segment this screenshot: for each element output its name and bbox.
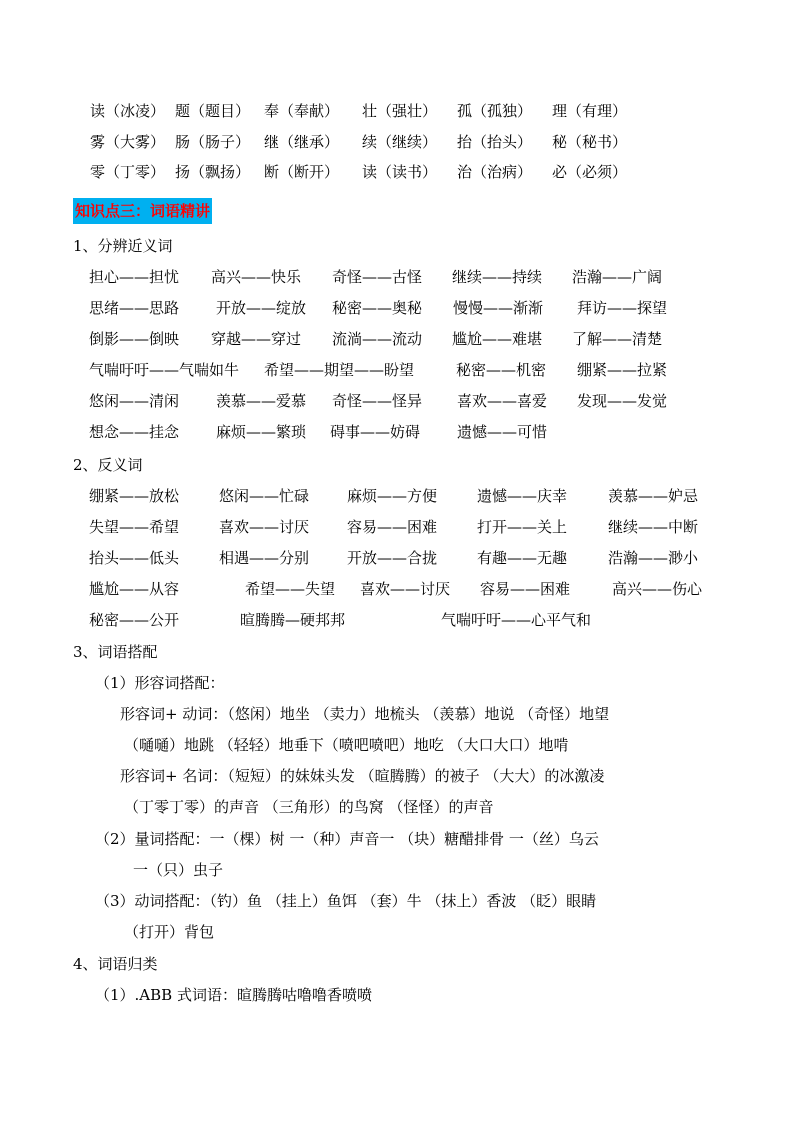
word-pair: 奇怪——古怪 [332,268,423,286]
word-pair: 想念——挂念 [89,423,180,441]
word-pair: 容易——困难 [480,580,571,598]
word-pair: 继续——持续 [452,268,543,286]
word-pair: 希望——失望 [245,580,336,598]
word-pair: 高兴——快乐 [211,268,302,286]
collocation-line: （3）动词搭配：（钓）鱼 （挂上）鱼饵 （套）牛 （抹上）香波 （眨）眼睛 [95,892,597,910]
word-pair: 麻烦——繁琐 [216,423,307,441]
char-item: 断（断开） [264,163,340,181]
word-pair: 穿越——穿过 [211,330,302,348]
word-pair: 喜欢——喜爱 [457,392,548,410]
char-item: 孤（孤独） [457,102,533,120]
char-item: 肠（肠子） [175,133,251,151]
word-pair: 开放——合拢 [347,549,438,567]
word-pair: 倒影——倒映 [89,330,180,348]
char-item: 读（读书） [362,163,438,181]
word-pair: 打开——关上 [477,518,568,536]
word-pair: 思绪——思路 [89,299,180,317]
char-item: 抬（抬头） [457,133,533,151]
word-pair: 喜欢——讨厌 [219,518,310,536]
word-pair: 碍事——妨碍 [330,423,421,441]
word-pair: 了解——清楚 [572,330,663,348]
word-pair: 发现——发觉 [577,392,668,410]
word-pair: 失望——希望 [89,518,180,536]
word-pair: 尴尬——难堪 [452,330,543,348]
section-title-antonyms: 2、反义词 [73,456,143,474]
collocation-line: 形容词+ 名词：（短短）的妹妹头发 （暄腾腾）的被子 （大大）的冰激凌 [120,767,605,785]
word-pair: 麻烦——方便 [347,487,438,505]
word-pair: 有趣——无趣 [477,549,568,567]
char-item: 题（题目） [175,102,251,120]
collocation-line: （嗵嗵）地跳 （轻轻）地垂下（喷吧喷吧）地吃 （大口大口）地啃 [124,736,569,754]
word-pair: 拜访——探望 [577,299,668,317]
section-title-collocations: 3、词语搭配 [73,643,158,661]
char-item: 奉（奉献） [264,102,340,120]
word-pair: 羡慕——爱慕 [216,392,307,410]
word-pair: 奇怪——怪异 [332,392,423,410]
char-item: 继（继承） [264,133,340,151]
word-pair: 遗憾——可惜 [457,423,548,441]
char-item: 治（治病） [457,163,533,181]
char-item: 读（冰凌） [90,102,166,120]
word-pair: 希望——期望——盼望 [264,361,415,379]
word-pair: 秘密——奥秘 [332,299,423,317]
collocation-line: 一（只）虫子 [133,861,224,879]
collocation-line: （打开）背包 [124,923,215,941]
word-pair: 相遇——分别 [219,549,310,567]
collocation-line: 形容词+ 动词：（悠闲）地坐 （卖力）地梳头 （羡慕）地说 （奇怪）地望 [120,705,610,723]
word-pair: 流淌——流动 [332,330,423,348]
word-pair: 担心——担忧 [89,268,180,286]
word-pair: 暄腾腾—硬邦邦 [240,611,346,629]
char-item: 扬（飘扬） [175,163,251,181]
word-pair: 绷紧——拉紧 [577,361,668,379]
char-item: 续（继续） [362,133,438,151]
word-pair: 容易——困难 [347,518,438,536]
char-item: 秘（秘书） [552,133,628,151]
word-pair: 抬头——低头 [89,549,180,567]
char-item: 理（有理） [552,102,628,120]
subsection-adjective: （1）形容词搭配： [95,674,225,692]
section-heading: 知识点三：词语精讲 [73,198,212,224]
word-pair: 羡慕——妒忌 [608,487,699,505]
char-item: 壮（强壮） [362,102,438,120]
word-pair: 高兴——伤心 [612,580,703,598]
word-pair: 气喘吁吁——气喘如牛 [89,361,240,379]
word-pair: 秘密——机密 [456,361,547,379]
word-pair: 悠闲——清闲 [89,392,180,410]
word-pair: 开放——绽放 [216,299,307,317]
word-pair: 慢慢——渐渐 [453,299,544,317]
word-pair: 绷紧——放松 [89,487,180,505]
word-pair: 继续——中断 [608,518,699,536]
collocation-line: （丁零丁零）的声音 （三角形）的鸟窝 （怪怪）的声音 [124,798,494,816]
word-pair: 浩瀚——广阔 [572,268,663,286]
section-title-synonyms: 1、分辨近义词 [73,237,173,255]
char-item: 雾（大雾） [90,133,166,151]
word-pair: 遗憾——庆幸 [477,487,568,505]
char-item: 零（丁零） [90,163,166,181]
classification-line: （1）.ABB 式词语：暄腾腾咕噜噜香喷喷 [95,986,372,1004]
word-pair: 喜欢——讨厌 [360,580,451,598]
word-pair: 尴尬——从容 [89,580,180,598]
word-pair: 秘密——公开 [89,611,180,629]
word-pair: 气喘吁吁——心平气和 [441,611,592,629]
char-item: 必（必须） [552,163,628,181]
collocation-line: （2）量词搭配：一（棵）树 一（种）声音一 （块）糖醋排骨 一（丝）乌云 [95,830,599,848]
word-pair: 浩瀚——渺小 [608,549,699,567]
section-title-classification: 4、词语归类 [73,955,158,973]
word-pair: 悠闲——忙碌 [219,487,310,505]
